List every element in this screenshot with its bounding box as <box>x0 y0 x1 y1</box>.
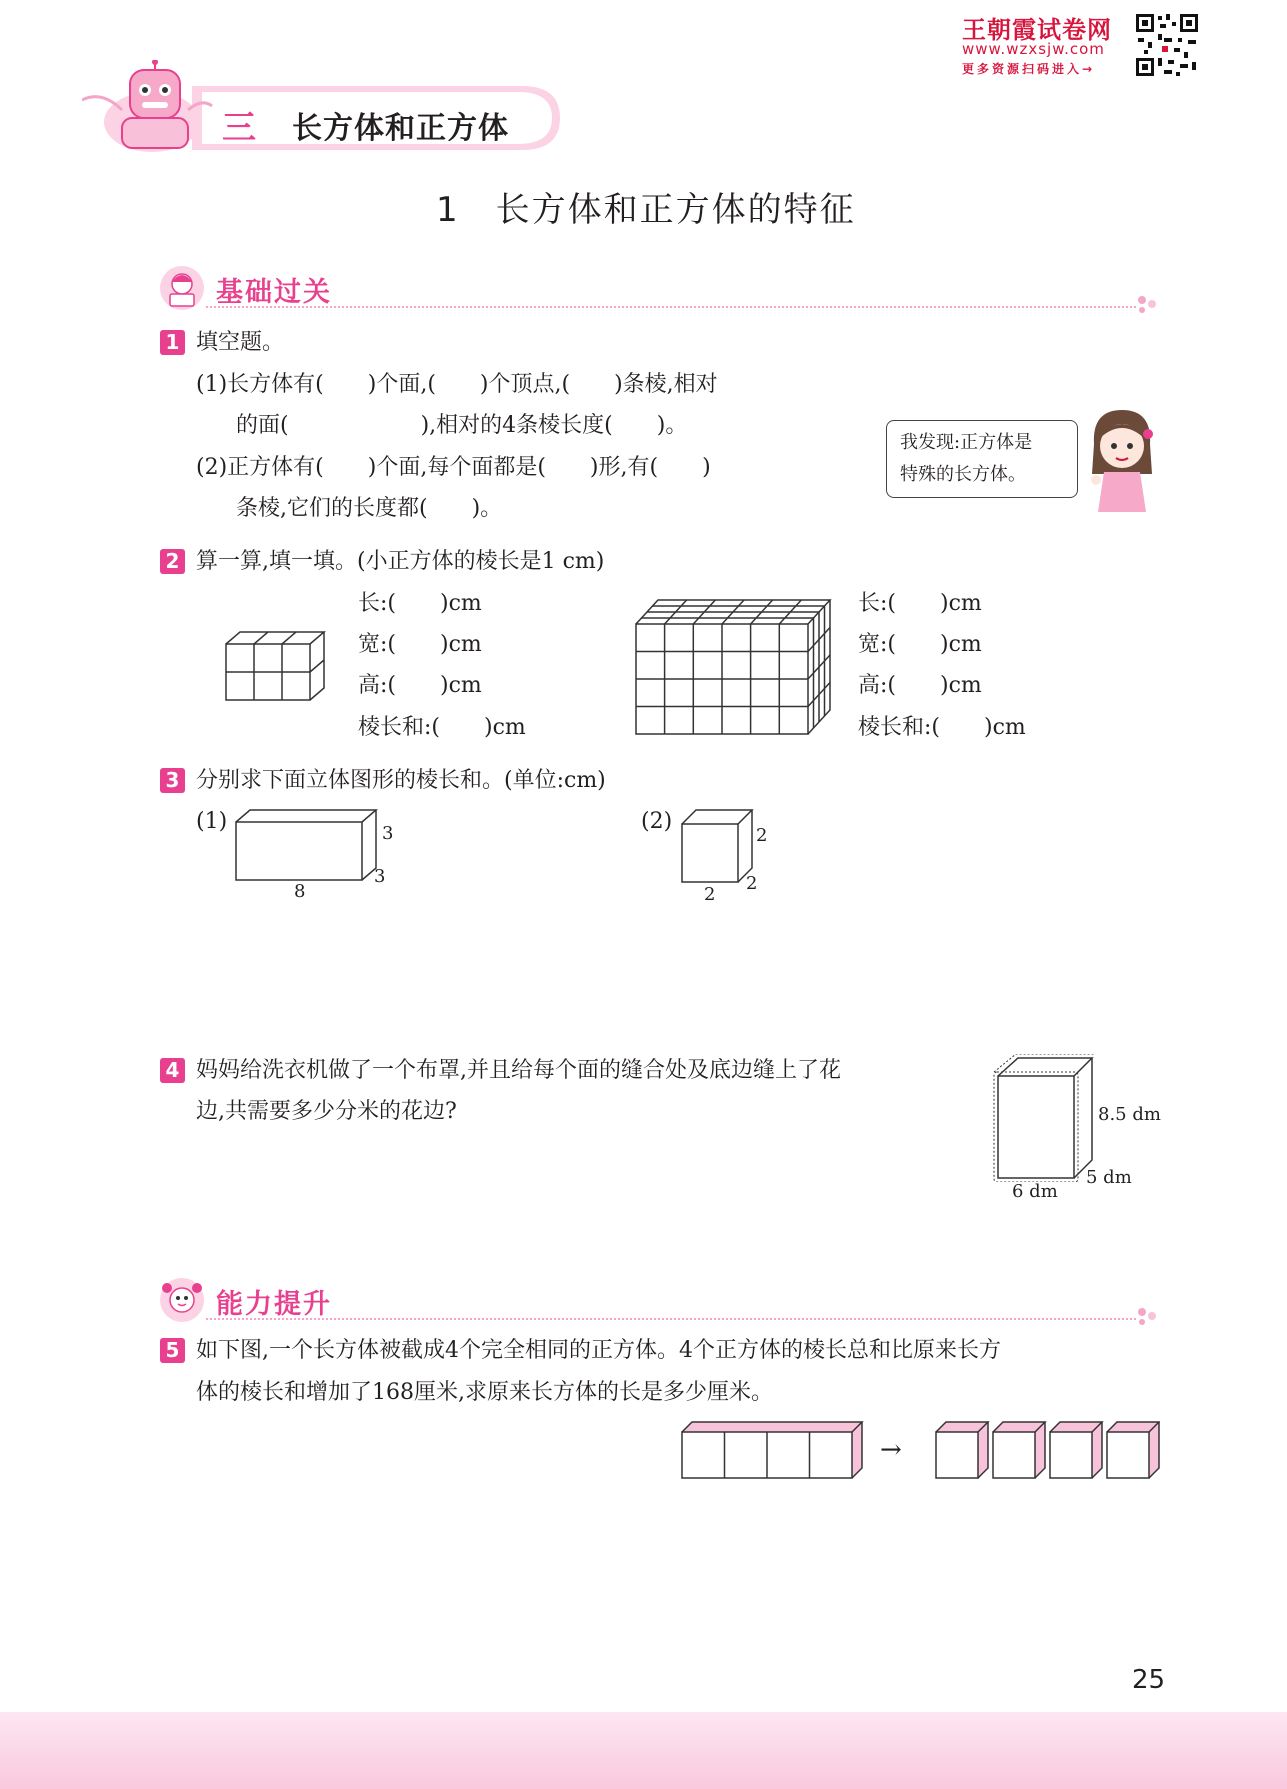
arrow-icon: → <box>880 1435 902 1465</box>
q3-title: 分别求下面立体图形的棱长和。(单位:cm) <box>196 768 606 793</box>
section-divider <box>206 1318 1136 1320</box>
section-divider <box>206 306 1136 308</box>
boy-mascot-icon <box>158 1276 206 1324</box>
q5-line-1: 如下图,一个长方体被截成4个完全相同的正方体。4个正方体的棱长总和比原来长方 <box>196 1338 1001 1363</box>
q3-fig1-height: 3 <box>382 823 394 844</box>
q3-fig1-length: 8 <box>294 881 306 902</box>
large-cuboid-figure <box>634 596 834 738</box>
q2-left-edge-sum: 棱长和:( )cm <box>358 715 526 740</box>
q4-height-label: 8.5 dm <box>1098 1104 1161 1125</box>
question-number: 5 <box>160 1338 185 1363</box>
q3-fig2-length: 2 <box>704 884 716 905</box>
brand-more-text: 更多资源扫码进入→ <box>962 62 1096 76</box>
brand-url[interactable]: www.wzxsjw.com <box>962 40 1105 58</box>
q3-fig2-width: 2 <box>746 873 758 894</box>
page-number: 25 <box>1132 1665 1166 1695</box>
small-cuboid-figure <box>224 628 330 708</box>
q4-line-2: 边,共需要多少分米的花边? <box>196 1099 457 1124</box>
q3-fig2-label: (2) <box>641 809 673 834</box>
q4-length-label: 6 dm <box>1012 1181 1058 1202</box>
q1-line-2: 的面( ),相对的4条棱长度( )。 <box>236 413 688 438</box>
q3-fig2-height: 2 <box>756 825 768 846</box>
brand-name: 王朝霞试卷网 <box>962 16 1112 44</box>
q1-line-3: (2)正方体有( )个面,每个面都是( )形,有( ) <box>196 455 711 480</box>
question-number: 3 <box>160 768 185 793</box>
footer-band <box>0 1712 1287 1789</box>
bubble-line-1: 我发现:正方体是 <box>900 432 1033 453</box>
q2-right-width: 宽:( )cm <box>858 632 982 657</box>
four-cubes-figure <box>934 1420 1160 1480</box>
question-number: 4 <box>160 1058 185 1083</box>
bubble-line-2: 特殊的长方体。 <box>900 464 1026 485</box>
q2-title: 算一算,填一填。(小正方体的棱长是1 cm) <box>196 549 605 574</box>
cuboid-figure-1 <box>234 808 380 882</box>
chapter-number: 三 <box>222 108 256 148</box>
q2-left-width: 宽:( )cm <box>358 632 482 657</box>
girl-reading-icon <box>158 264 206 312</box>
q2-right-edge-sum: 棱长和:( )cm <box>858 715 1026 740</box>
q1-title: 填空题。 <box>196 330 285 355</box>
dots-decoration-icon <box>1136 1306 1160 1326</box>
question-number: 2 <box>160 549 185 574</box>
qr-code-icon[interactable] <box>1134 12 1200 78</box>
q4-width-label: 5 dm <box>1086 1167 1132 1188</box>
q2-left-height: 高:( )cm <box>358 673 482 698</box>
long-cuboid-figure <box>680 1420 864 1480</box>
section-title-basic: 基础过关 <box>216 277 332 308</box>
q3-fig1-width: 3 <box>374 866 386 887</box>
question-number: 1 <box>160 330 185 355</box>
q1-line-1: (1)长方体有( )个面,( )个顶点,( )条棱,相对 <box>196 372 718 397</box>
section-title-advanced: 能力提升 <box>216 1289 332 1320</box>
q1-line-4: 条棱,它们的长度都( )。 <box>236 496 503 521</box>
q3-fig1-label: (1) <box>196 809 228 834</box>
q2-left-length: 长:( )cm <box>358 591 482 616</box>
lesson-title: 1 长方体和正方体的特征 <box>436 190 856 230</box>
chapter-title: 长方体和正方体 <box>292 111 509 146</box>
cube-figure-2 <box>680 808 754 884</box>
dots-decoration-icon <box>1136 294 1160 314</box>
q2-right-length: 长:( )cm <box>858 591 982 616</box>
girl-mascot-icon <box>1082 404 1162 514</box>
q5-line-2: 体的棱长和增加了168厘米,求原来长方体的长是多少厘米。 <box>196 1380 773 1405</box>
q4-line-1: 妈妈给洗衣机做了一个布罩,并且给每个面的缝合处及底边缝上了花 <box>196 1058 841 1083</box>
washing-machine-cover-figure <box>992 1054 1094 1182</box>
q2-right-height: 高:( )cm <box>858 673 982 698</box>
